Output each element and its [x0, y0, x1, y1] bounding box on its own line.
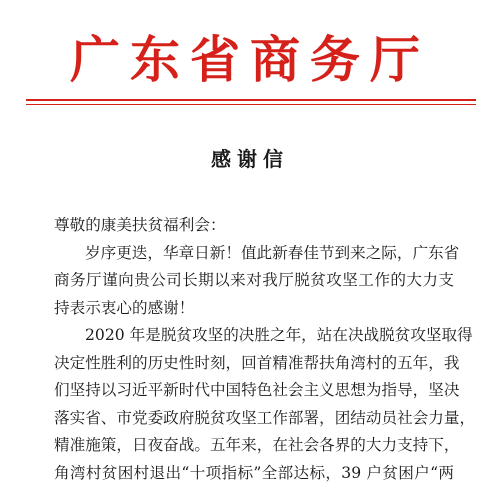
- body-line-8: 精准施策，日夜奋战。五年来，在社会各界的大力支持下，: [54, 436, 460, 454]
- body-line-9: 角湾村贫困村退出“十项指标”全部达标，39 户贫困户“两: [54, 463, 454, 482]
- letterhead-rule-thin: [26, 104, 476, 105]
- body-line-4: 2020 年是脱贫攻坚的决胜之年，站在决战脱贫攻坚取得: [85, 326, 473, 344]
- body-line-6: 们坚持以习近平新时代中国特色社会主义思想为指导，坚决: [54, 381, 460, 399]
- document-title: 感谢信: [211, 147, 289, 171]
- body-line-7: 落实省、市党委政府脱贫攻坚工作部署，团结动员社会力量，: [54, 408, 476, 427]
- letterhead-org-name: 广东省商务厅: [70, 30, 430, 89]
- body-line-5: 决定性胜利的历史性时刻，回首精准帮扶角湾村的五年，我: [54, 353, 460, 372]
- body-line-1: 岁序更迭，华章日新！值此新春佳节到来之际，广东省: [85, 243, 460, 262]
- body-line-3: 持表示衷心的感谢！: [54, 298, 195, 317]
- body-line-2: 商务厅谨向贵公司长期以来对我厅脱贫攻坚工作的大力支: [54, 271, 454, 289]
- letterhead-rule-thick: [26, 99, 476, 101]
- salutation: 尊敬的康美扶贫福利会：: [54, 216, 226, 234]
- letter-body: [54, 212, 476, 487]
